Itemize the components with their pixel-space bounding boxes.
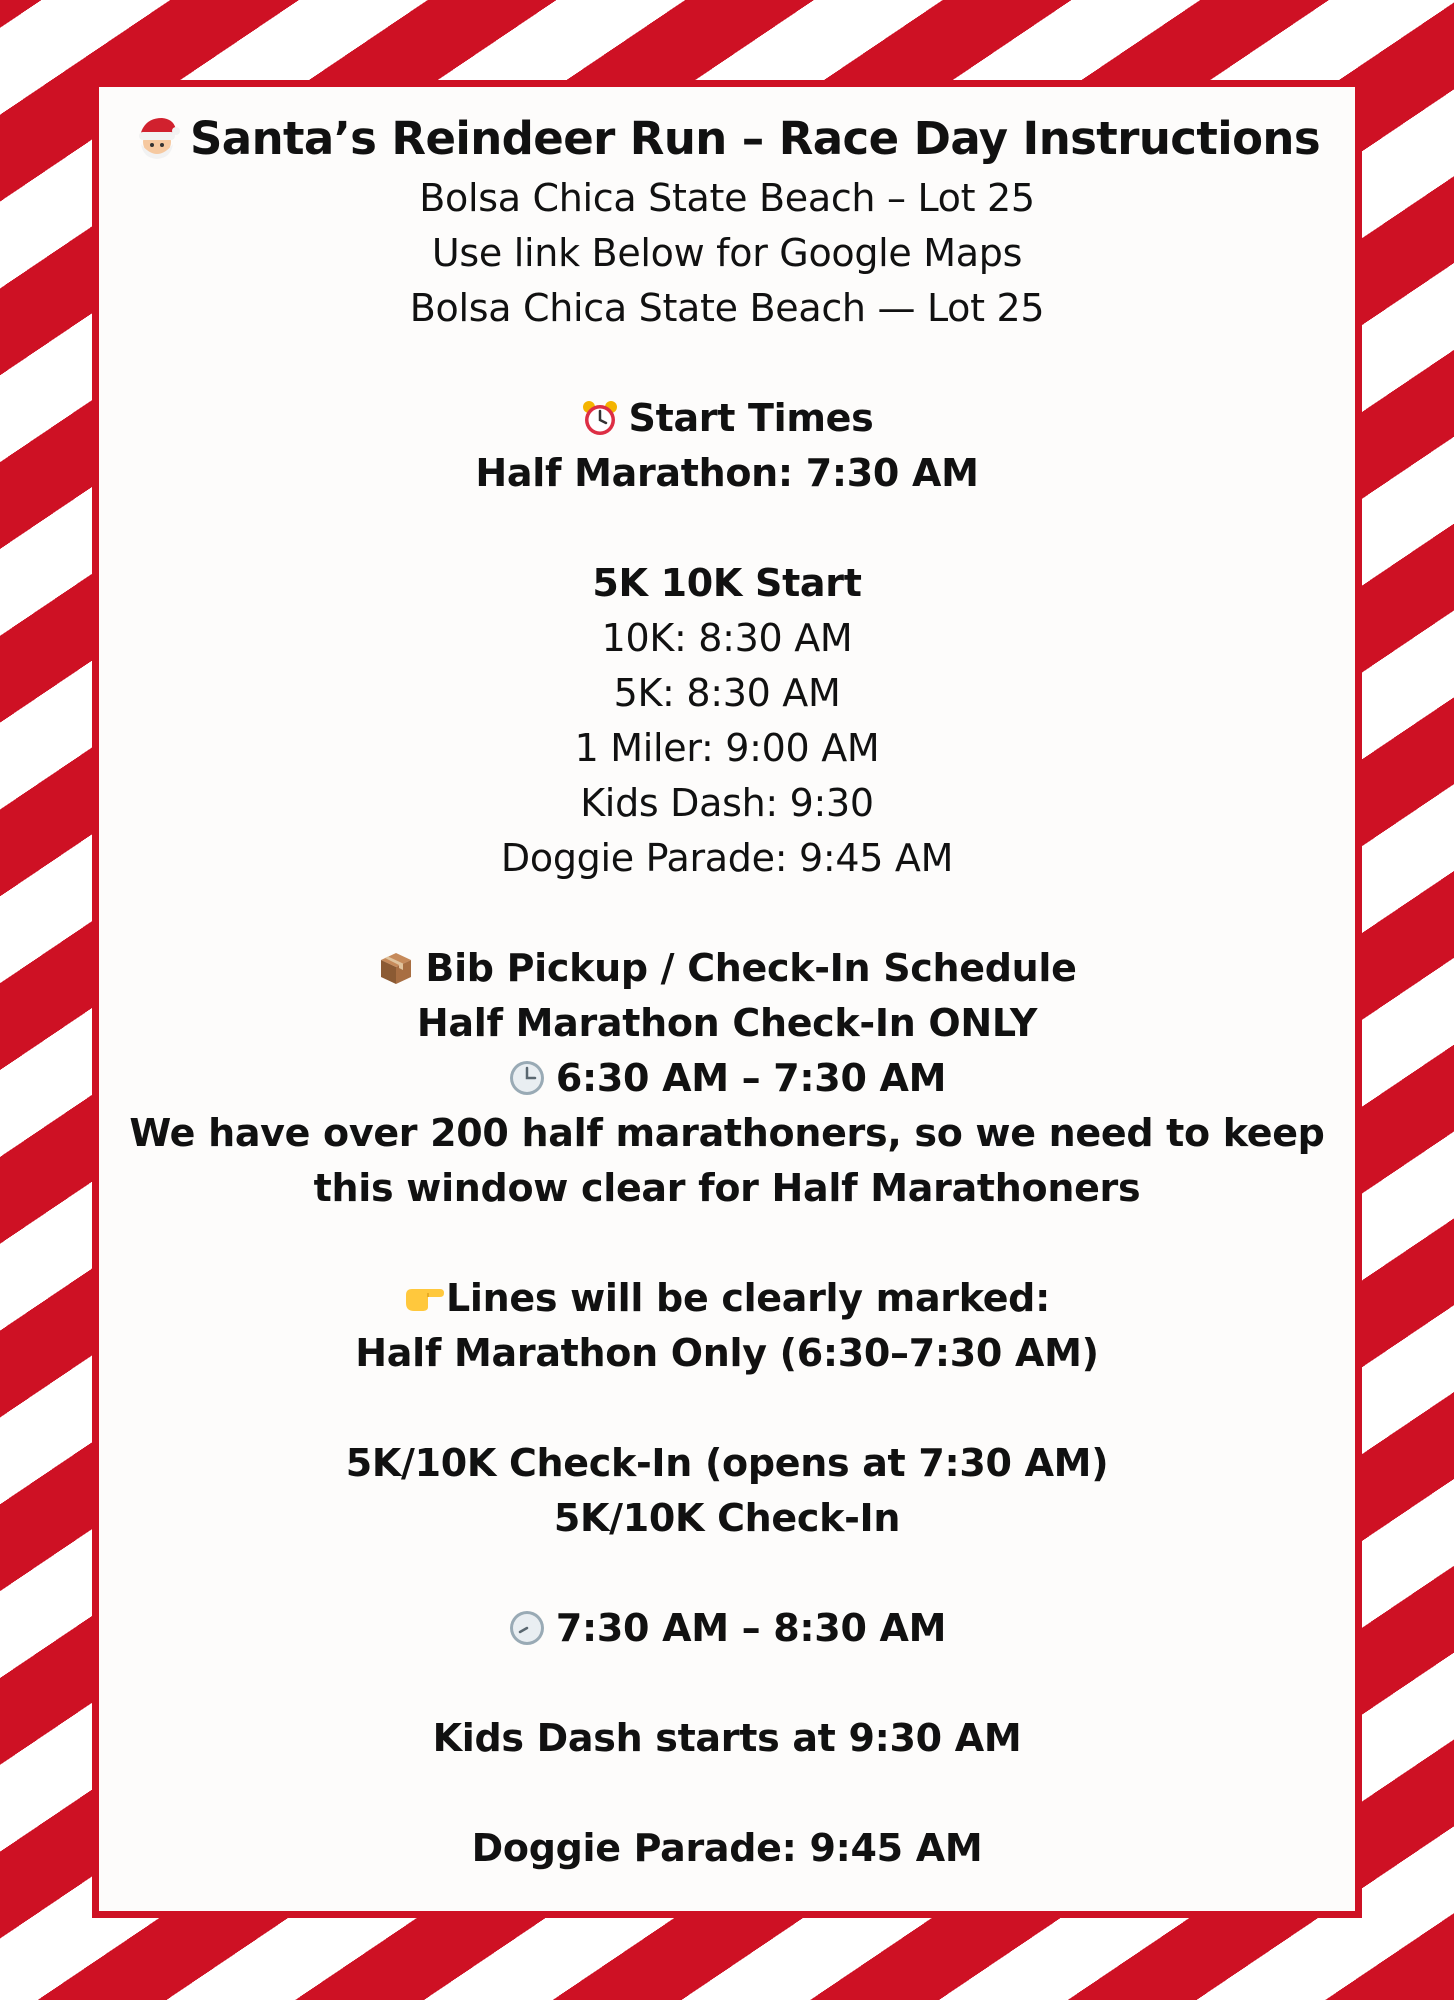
spacer xyxy=(99,1766,1355,1821)
clock-eight-icon xyxy=(508,1609,546,1647)
start-time-item: Kids Dash: 9:30 xyxy=(580,781,874,825)
spacer xyxy=(99,336,1355,391)
spacer xyxy=(99,1381,1355,1436)
spacer xyxy=(99,1546,1355,1601)
fivek-tenk-start-heading: 5K 10K Start xyxy=(592,561,862,605)
half-checkin-note-2: this window clear for Half Marathoners xyxy=(313,1166,1141,1210)
instructions-content xyxy=(99,109,1355,1876)
half-checkin-window xyxy=(99,1051,1355,1106)
half-marathon-start: Half Marathon: 7:30 AM xyxy=(475,451,979,495)
package-icon xyxy=(377,949,415,987)
start-time-item: 5K: 8:30 AM xyxy=(613,671,841,715)
start-time-item: Doggie Parade: 9:45 AM xyxy=(500,836,954,880)
half-only-line: Half Marathon Only (6:30–7:30 AM) xyxy=(355,1331,1099,1375)
spacer xyxy=(99,1216,1355,1271)
half-checkin-note-1: We have over 200 half marathoners, so we need to keep xyxy=(129,1111,1325,1155)
lines-heading-text: Lines will be clearly marked: xyxy=(446,1276,1050,1320)
spacer xyxy=(99,501,1355,556)
santa-icon xyxy=(134,114,180,160)
half-checkin-window-text: 6:30 AM – 7:30 AM xyxy=(555,1056,947,1100)
start-time-item: 10K: 8:30 AM xyxy=(601,616,853,660)
doggie-parade-start: Doggie Parade: 9:45 AM xyxy=(471,1826,983,1870)
kids-dash-start: Kids Dash starts at 9:30 AM xyxy=(432,1716,1022,1760)
page-title xyxy=(99,109,1355,169)
instructions-card xyxy=(92,80,1362,1918)
alarm-clock-icon xyxy=(581,399,619,437)
title-text: Santa’s Reindeer Run – Race Day Instructions xyxy=(190,112,1320,165)
lines-heading xyxy=(99,1271,1355,1326)
clock-three-icon xyxy=(508,1059,546,1097)
pointing-hand-icon xyxy=(404,1273,444,1328)
spacer xyxy=(99,886,1355,941)
bib-pickup-heading-text: Bib Pickup / Check-In Schedule xyxy=(425,946,1077,990)
bib-pickup-heading xyxy=(99,941,1355,996)
start-time-item: 1 Miler: 9:00 AM xyxy=(574,726,880,770)
fivek-tenk-window-text: 7:30 AM – 8:30 AM xyxy=(555,1606,947,1650)
fivek-tenk-checkin-opens: 5K/10K Check-In (opens at 7:30 AM) xyxy=(345,1441,1109,1485)
spacer xyxy=(99,1656,1355,1711)
start-times-heading xyxy=(99,391,1355,446)
half-checkin-only: Half Marathon Check-In ONLY xyxy=(416,1001,1038,1045)
start-times-heading-text: Start Times xyxy=(628,396,874,440)
location-line-1: Bolsa Chica State Beach – Lot 25 xyxy=(419,176,1035,220)
location-line-2: Bolsa Chica State Beach — Lot 25 xyxy=(409,286,1045,330)
maps-link-note: Use link Below for Google Maps xyxy=(431,231,1023,275)
fivek-tenk-checkin: 5K/10K Check-In xyxy=(553,1496,901,1540)
fivek-tenk-window xyxy=(99,1601,1355,1656)
